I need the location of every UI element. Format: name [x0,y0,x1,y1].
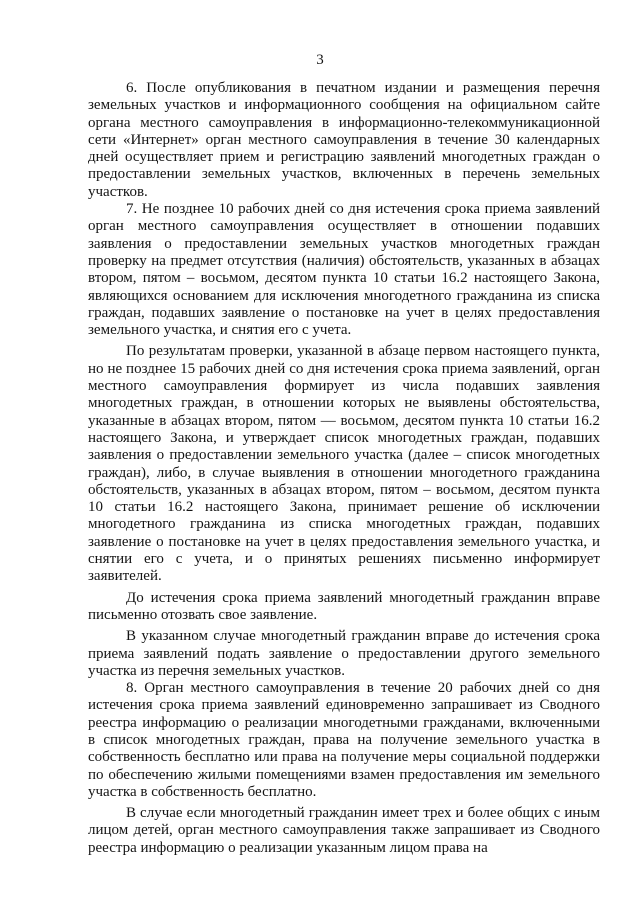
page-number: 3 [316,52,324,68]
paragraph-item-6: 6. После опубликования в печатном издании и размещения перечня земельных участков и информационного сообщения на официальном сайте органа местного самоуправления в информационно-телекоммуникационной сети «Интернет» орган местного самоуправления в течение 30 календарных дней осуществляет прием и регистрацию заявлений многодетных граждан о предоставлении земельных участков, включенных в перечень земельных участков. [88,80,600,200]
paragraph-other-plot: В указанном случае многодетный гражданин вправе до истечения срока приема заявлений подать заявление о предоставлении другого земельного участка из перечня земельных участков. [88,628,600,679]
paragraph-item-7: 7. Не позднее 10 рабочих дней со дня истечения срока приема заявлений орган местного самоуправления осуществляет в отношении подавших заявления о предоставлении земельных участков многодетных граждан проверку на предмет отсутствия (наличия) обстоятельств, указанных в абзацах втором, пятом – восьмом, десятом пункта 10 статьи 16.2 настоящего Закона, являющихся основанием для исключения многодетного гражданина из списка граждан, подавших заявление о постановке на учет в целях предоставления земельного участка, и снятия его с учета. [88,201,600,339]
paragraph-common-children: В случае если многодетный гражданин имеет трех и более общих с иным лицом детей, орган местного самоуправления также запрашивает из Сводного реестра информацию о реализации указанным лицом права на [88,805,600,856]
document-body [88,80,600,857]
paragraph-verification-results: По результатам проверки, указанной в абзаце первом настоящего пункта, но не позднее 15 рабочих дней со дня истечения срока приема заявлений, орган местного самоуправления формирует из числа подавших заявления многодетных граждан, в отношении которых не выявлены обстоятельства, указанные в абзацах втором, пятом — восьмом, десятом пункта 10 статьи 16.2 настоящего Закона, и утверждает список многодетных граждан, подавших заявления о предоставлении земельного участка (далее – список многодетных граждан), либо, в случае выявления в отношении многодетного гражданина обстоятельств, указанных в абзацах втором, пятом – восьмом, десятом пункта 10 статьи 16.2 настоящего Закона, принимает решение об исключении многодетного гражданина из списка многодетных граждан, подавших заявление о постановке на учет в целях предоставления земельного участка, и снятии его с учета, и о принятых решениях письменно информирует заявителей. [88,343,600,585]
paragraph-withdraw-application: До истечения срока приема заявлений многодетный гражданин вправе письменно отозвать свое заявление. [88,589,600,623]
paragraph-item-8: 8. Орган местного самоуправления в течение 20 рабочих дней со дня истечения срока приема заявлений единовременно запрашивает из Сводного реестра информацию о реализации многодетными гражданами, включенными в список многодетных граждан, права на получение земельного участка в собственность бесплатно или права на получение меры социальной поддержки по обеспечению жилыми помещениями взамен предоставления им земельного участка в собственность бесплатно. [88,680,600,800]
